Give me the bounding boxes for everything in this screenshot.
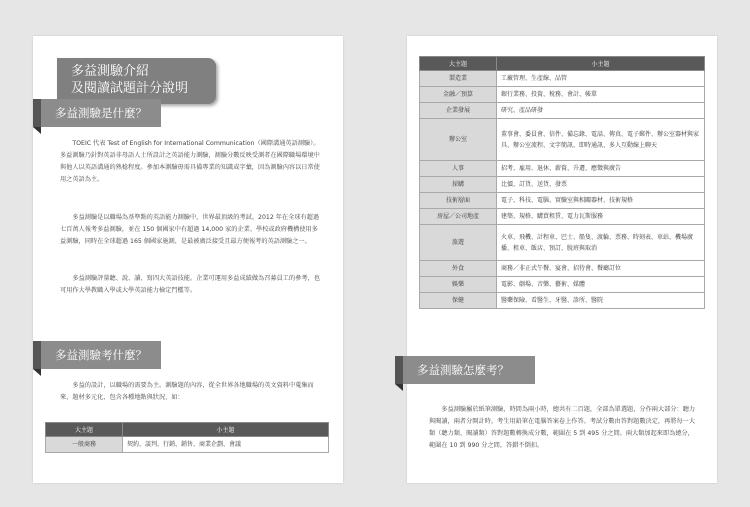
row-category: 人事 [420,161,497,177]
row-topics: 火車、飛機、計程車、巴士、船隻、渡輪、票務、時刻表、車站、機場廣播、租車、飯店、預訂、脫班與取消 [497,225,705,261]
column-header: 小主題 [123,423,329,437]
row-topics: 比價、訂貨、送貨、發票 [497,177,705,193]
paragraph-toeic-intro: TOEIC 代表 Test of English for International Communication（國際溝通英語測驗）。多益測驗乃針對英語非母語人士所設計之英語能力測驗，測驗分數反映受測者在國際職場環境中與他人以英語溝通的熟稔程度。參加本測驗毋需具備專業的知識或字彙，因為測驗內容以日常使用之英語為主。 [60,140,320,183]
paragraph-toeic-skills: 多益測驗評量聽、說、讀、寫四大英語技能。企業可運用多益成績做為召募員工的參考，也可用作大學教職入學或大學英語能力檢定門檻等。 [60,275,320,294]
title-line-1: 多益測驗介紹 [71,64,150,79]
table-header-row [420,57,705,71]
column-header: 大主題 [420,57,497,71]
table-row [420,209,705,225]
row-topics: 電影、劇場、音樂、藝術、媒體 [497,277,705,293]
row-topics: 董事會、委員會、信件、備忘錄、電話、傳真、電子郵件、辦公室器材與家具、辦公室流程、文字簡訊、即時通訊、多人互動線上聊天 [497,119,705,161]
row-category: 房屋／公司地產 [420,209,497,225]
row-topics: 醫藥保險、看醫生、牙醫、診所、醫院 [497,293,705,309]
table-row [420,193,705,209]
row-topics: 銀行業務、投資、稅務、會計、帳單 [497,87,705,103]
row-topics: 研究、產品研發 [497,103,705,119]
row-category: 外食 [420,261,497,277]
row-topics: 建築、規格、購買租賃、電力瓦斯服務 [497,209,705,225]
row-category: 娛樂 [420,277,497,293]
table-row [420,225,705,261]
row-topics: 契約、談判、行銷、銷售、商業企劃、會議 [123,437,329,453]
section-heading: 多益測驗考什麼？ [41,341,161,369]
row-category: 製造業 [420,71,497,87]
title-line-2: 及閱讀試題計分說明 [71,81,189,96]
row-topics: 電子、科技、電腦、實驗室與相關器材、技術規格 [497,193,705,209]
row-topics: 工廠管理、生產線、品管 [497,71,705,87]
row-category: 旅遊 [420,225,497,261]
row-topics: 商務／非正式午餐、宴會、招待會、餐廳訂位 [497,261,705,277]
table-row [420,293,705,309]
row-category: 保健 [420,293,497,309]
row-category: 採購 [420,177,497,193]
table-row [420,103,705,119]
paragraph-test-content: 多益的設計，以職場的需要為主。測驗題的內容，從全世界各地職場的英文資料中蒐集而來，題材多元化，包含各種地點與狀況，如： [60,382,314,401]
paragraph-test-format: 多益測驗屬於紙筆測驗，時間為兩小時，總共有二百題，全部為單選題，分作兩大部分：聽力與閱讀，兩者分開計時。考生用鉛筆在電腦答案卷上作答。考試分數由答對題數決定，再將每一大類（聽力類、閱讀類）答對題數轉換成分數，範圍在 5 到 495 分之間。兩大類加起來即為總分，範圍在 10 到 990 分之間，答錯不倒扣。 [429,406,696,449]
table-row [420,261,705,277]
table-row [420,177,705,193]
table-row [420,161,705,177]
column-header: 大主題 [46,423,123,437]
topics-table-continued [419,56,705,309]
page-title [57,58,216,104]
left-page [33,36,343,483]
table-row [420,71,705,87]
row-category: 金融／預算 [420,87,497,103]
topics-table [45,422,329,453]
column-header: 小主題 [497,57,705,71]
table-row [46,437,329,453]
row-category: 辦公室 [420,119,497,161]
right-page [407,36,717,483]
row-category: 企業發展 [420,103,497,119]
row-category: 技術層面 [420,193,497,209]
section-heading: 多益測驗怎麼考？ [403,356,535,384]
section-heading: 多益測驗是什麼？ [41,99,161,127]
table-header-row [46,423,329,437]
table-row [420,119,705,161]
paragraph-toeic-scale: 多益測驗是以職場為基準點的英語能力測驗中，世界最頂級的考試。2012 年在全球有超過七百萬人報考多益測驗，並在 150 個國家中有超過 14,000 家的企業、學校或政府機構使用多益測驗，同時在全球超過 165 個國家施測，是最被廣泛接受且最方便報考的英語測驗之一。 [60,214,320,245]
table-row [420,277,705,293]
row-category: 一般商務 [46,437,123,453]
row-topics: 招考、雇用、退休、薪資、升遷、應徵與廣告 [497,161,705,177]
table-row [420,87,705,103]
